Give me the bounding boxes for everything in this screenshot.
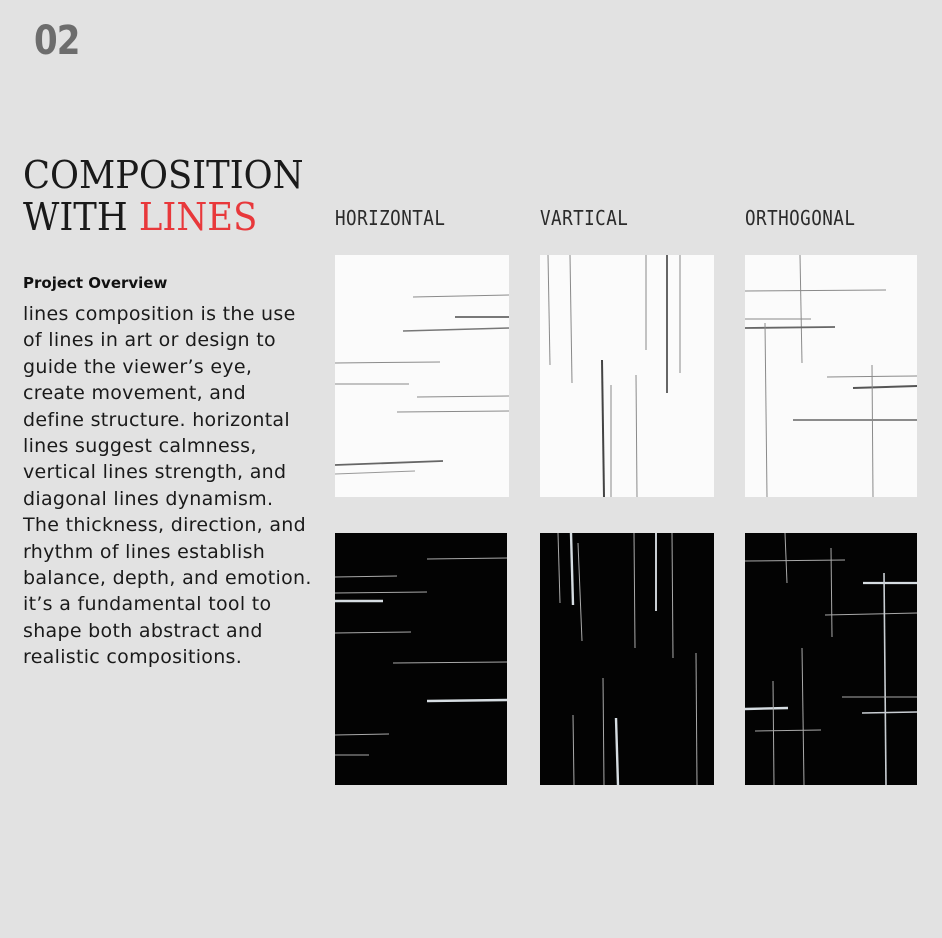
artwork-vertical-dark <box>540 533 714 785</box>
title-line-2-prefix: WITH <box>23 195 139 239</box>
title-line-2 <box>23 196 304 238</box>
title-accent-word: LINES <box>138 195 258 239</box>
column-label-vertical: VARTICAL <box>540 206 629 230</box>
artwork-horizontal-light <box>335 255 509 497</box>
artwork-orthogonal-dark <box>745 533 917 785</box>
artwork-vertical-light <box>540 255 714 497</box>
page-number: 02 <box>34 18 80 64</box>
artwork-orthogonal-light <box>745 255 917 497</box>
title-line-1: COMPOSITION <box>23 153 304 197</box>
page-title <box>23 154 304 238</box>
column-label-horizontal: HORIZONTAL <box>335 206 446 230</box>
artwork-horizontal-dark <box>335 533 507 785</box>
overview-heading: Project Overview <box>23 274 168 292</box>
column-label-orthogonal: ORTHOGONAL <box>745 206 856 230</box>
overview-text: lines composition is the use of lines in art or design to guide the viewer’s eye, create movement, and define structure. horizontal lines suggest calmness, vertical lines strength, and diagonal lines dynamism. The thickness, direction, and rhythm of lines establish balance, depth, and emotion. it’s a fundamental tool to shape both abstract and realistic compositions. <box>23 303 312 669</box>
